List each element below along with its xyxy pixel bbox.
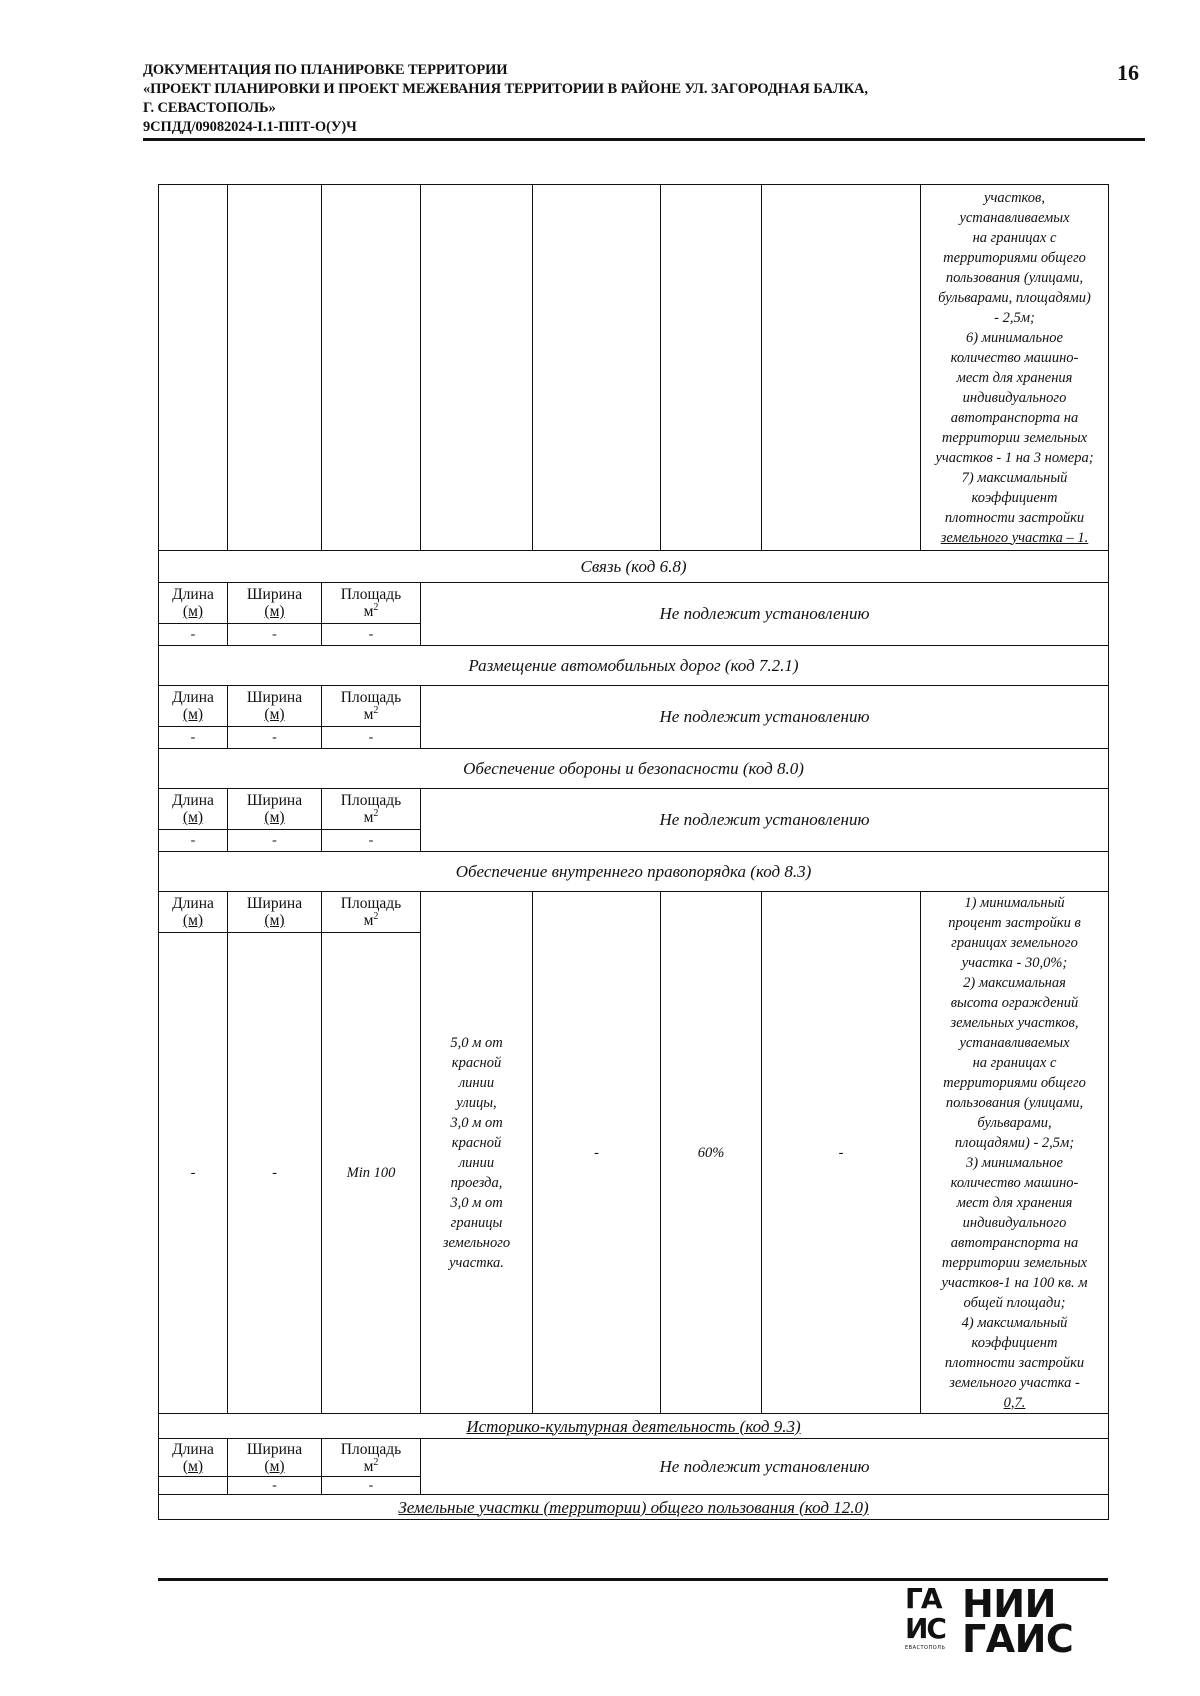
- not-established-note: Не подлежит установлению: [421, 789, 1109, 852]
- section-row: [159, 1414, 1109, 1439]
- section-title: Земельные участки (территории) общего пользования (код 12.0): [159, 1495, 1109, 1520]
- table-row: [159, 686, 1109, 727]
- value-area: -: [322, 624, 421, 646]
- footer-divider: [158, 1578, 1108, 1581]
- header-area: Площадь $м^2$: [322, 789, 421, 830]
- value-percent: 60%: [661, 892, 762, 1414]
- notes-line: индивидуального: [962, 389, 1067, 406]
- header-area: Площадь $м^2$: [322, 1439, 421, 1477]
- notes-line ul: земельного участка – 1.: [940, 529, 1089, 546]
- header-width: Ширина (м): [228, 583, 322, 624]
- notes-line: автотранспорта на: [950, 409, 1079, 426]
- section-row: [159, 852, 1109, 892]
- continued-notes-cell: [921, 185, 1109, 551]
- not-established-note: Не подлежит установлению: [421, 1439, 1109, 1495]
- value-length: [159, 1477, 228, 1495]
- not-established-note: Не подлежит установлению: [421, 686, 1109, 749]
- notes-line: территориями общего: [943, 249, 1086, 266]
- header-document-code: 9СПДД/09082024-I.1-ППТ-О(У)Ч: [143, 119, 357, 135]
- notes-line: мест для хранения: [956, 369, 1073, 386]
- s4-notes-cell: 1) минимальный процент застройки в границах земельного участка - 30,0%; 2) максимальная высота ограждений земельных участков, устанавливаемых на границах с территориями общего пользования (улицами, бульварами, площадями) - 2,5м; 3) минимальное количество машино- мест для хранения индивидуального автотранспорта на территории земельных участков-1 на 100 кв. м общей площади; 4) максимальный коэффициент плотности застройки земельного участка - 0,7.: [921, 892, 1109, 1414]
- value-length: -: [159, 933, 228, 1414]
- table-row: [159, 583, 1109, 624]
- notes-line: пользования (улицами,: [945, 269, 1084, 286]
- logo-mark-top: ГА: [905, 1582, 941, 1615]
- section-title: Обеспечение внутреннего правопорядка (код 8.3): [159, 852, 1109, 892]
- header-divider: [143, 138, 1145, 141]
- logo-mark: [905, 1582, 957, 1651]
- value-length: -: [159, 727, 228, 749]
- header-project-line: «ПРОЕКТ ПЛАНИРОВКИ И ПРОЕКТ МЕЖЕВАНИЯ ТЕРРИТОРИИ В РАЙОНЕ УЛ. ЗАГОРОДНАЯ БАЛКА,: [143, 81, 868, 97]
- notes-line: - 2,5м;: [994, 309, 1035, 326]
- notes-line: территории земельных: [941, 429, 1088, 446]
- header-city-line: Г. СЕВАСТОПОЛЬ»: [143, 100, 276, 116]
- table-cell: [322, 185, 421, 551]
- value-col7: -: [762, 892, 921, 1414]
- table-row: [159, 1439, 1109, 1477]
- table-cell: [421, 185, 533, 551]
- notes-line: участков,: [984, 189, 1045, 206]
- header-width: Ширина (м): [228, 789, 322, 830]
- section-row: [159, 551, 1109, 583]
- table-cell: [661, 185, 762, 551]
- page-number: 16: [1117, 60, 1139, 85]
- header-area: Площадь $м^2$: [322, 686, 421, 727]
- notes-line: количество машино-: [950, 349, 1079, 366]
- header-length: Длина (м): [159, 583, 228, 624]
- section-title: Размещение автомобильных дорог (код 7.2.1): [159, 646, 1109, 686]
- value-area: -: [322, 830, 421, 852]
- section-row: [159, 749, 1109, 789]
- value-length: -: [159, 830, 228, 852]
- notes-line: плотности застройки: [944, 509, 1085, 526]
- table-cell: [533, 185, 661, 551]
- value-width: -: [228, 624, 322, 646]
- header-length: Длина (м): [159, 686, 228, 727]
- logo-mark-caption: ЕВАСТОПОЛЬ: [905, 1645, 946, 1651]
- section-title: Историко-культурная деятельность (код 9.3): [159, 1414, 1109, 1439]
- section-row: [159, 1495, 1109, 1520]
- table-row-continuation: [159, 185, 1109, 551]
- value-area: -: [322, 1477, 421, 1495]
- logo-word-1: НИИ: [962, 1582, 1056, 1626]
- notes-line: коэффициент: [971, 489, 1058, 506]
- header-title-line: ДОКУМЕНТАЦИЯ ПО ПЛАНИРОВКЕ ТЕРРИТОРИИ: [143, 62, 508, 78]
- value-area: Min 100: [322, 933, 421, 1414]
- notes-line: 6) минимальное: [966, 329, 1063, 346]
- notes-line: бульварами, площадями): [938, 289, 1091, 306]
- header-area: Площадь $м^2$: [322, 892, 421, 933]
- value-width: -: [228, 830, 322, 852]
- value-width: -: [228, 933, 322, 1414]
- section-row: [159, 646, 1109, 686]
- notes-line: устанавливаемых: [959, 209, 1070, 226]
- value-width: -: [228, 727, 322, 749]
- setback-cell: 5,0 м от красной линии улицы, 3,0 м от красной линии проезда, 3,0 м от границы земельного участка.: [421, 892, 533, 1414]
- header-width: Ширина (м): [228, 686, 322, 727]
- regulations-table: [158, 184, 1109, 1520]
- table-cell: [228, 185, 322, 551]
- value-width: -: [228, 1477, 322, 1495]
- value-length: -: [159, 624, 228, 646]
- notes-line: участков - 1 на 3 номера;: [935, 449, 1094, 466]
- header-length: Длина (м): [159, 789, 228, 830]
- header-area: Площадь $м^2$: [322, 583, 421, 624]
- value-col5: -: [533, 892, 661, 1414]
- section-title: Связь (код 6.8): [159, 551, 1109, 583]
- notes-line: на границах с: [972, 229, 1057, 246]
- header-length: Длина (м): [159, 1439, 228, 1477]
- logo-word-2: ГАИС: [962, 1617, 1074, 1661]
- institute-logo: [905, 1582, 1125, 1661]
- header-width: Ширина (м): [228, 1439, 322, 1477]
- table-row: [159, 789, 1109, 830]
- header-length: Длина (м): [159, 892, 228, 933]
- logo-mark-bottom: ИС: [905, 1612, 945, 1645]
- document-header: [143, 61, 1123, 137]
- section-title: Обеспечение обороны и безопасности (код 8.0): [159, 749, 1109, 789]
- value-area: -: [322, 727, 421, 749]
- table-row: [159, 892, 1109, 933]
- notes-line: 7) максимальный: [961, 469, 1068, 486]
- not-established-note: Не подлежит установлению: [421, 583, 1109, 646]
- table-cell: [159, 185, 228, 551]
- header-width: Ширина (м): [228, 892, 322, 933]
- table-cell: [762, 185, 921, 551]
